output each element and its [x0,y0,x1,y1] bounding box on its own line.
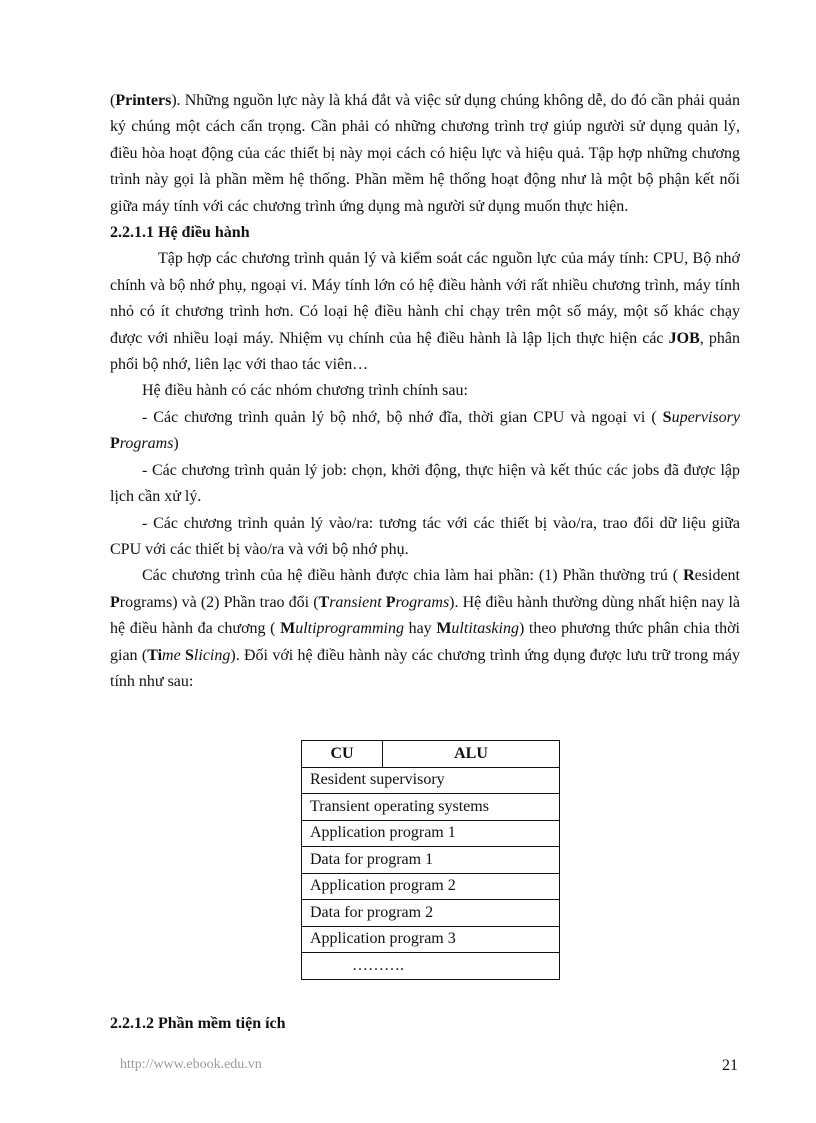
table-header-cu: CU [302,741,383,768]
table-row: ………. [302,953,560,980]
table-row: Resident supervisory [302,767,560,794]
table-header-alu: ALU [383,741,560,768]
table-header-row [302,741,560,768]
table-row: Data for program 2 [302,900,560,927]
list-item-2: - Các chương trình quản lý job: chọn, khởi động, thực hiện và kết thúc các jobs đã được lập lịch cần xử lý. [110,461,740,506]
footer-url: http://www.ebook.edu.vn [120,1057,262,1072]
table-row: Transient operating systems [302,794,560,821]
table-row: Application program 2 [302,873,560,900]
os-parts-paragraph: Các chương trình của hệ điều hành được chia làm hai phần: (1) Phần thường trú ( Resident Programs) và (2) Phần trao đổi (Transient Programs). Hệ điều hành thường dùng nhất hiện nay là hệ điều hành đa chương ( Multiprogramming hay Multitasking) theo phương thức phân chia thời gian (Time Slicing). Đối với hệ điều hành này các chương trình ứng dụng được lưu trữ trong máy tính như sau: [110,567,741,690]
memory-layout-table [301,740,560,980]
list-item-3: - Các chương trình quản lý vào/ra: tương tác với các thiết bị vào/ra, trao đổi dữ liệu giữa CPU với các thiết bị vào/ra và với bộ nhớ phụ. [110,514,740,558]
groups-intro: Hệ điều hành có các nhóm chương trình chính sau: [142,382,468,400]
page-number: 21 [722,1057,738,1074]
section-heading-utilities: 2.2.1.2 Phần mềm tiện ích [110,1015,286,1032]
table-row: Application program 3 [302,926,560,953]
page-body [110,88,741,1032]
list-item-1: - Các chương trình quản lý bộ nhớ, bộ nhớ đĩa, thời gian CPU và ngoại vi ( Supervisory Programs) [110,408,740,453]
section-heading-os: 2.2.1.1 Hệ điều hành [110,224,250,242]
table-row: Data for program 1 [302,847,560,874]
intro-paragraph: (Printers). Những nguồn lực này là khá đắt và việc sử dụng chúng không dễ, do đó cần phải quản ký chúng một cách cẩn trọng. Cần phải có những chương trình trợ giúp người sử dụng quản lý, điều hòa hoạt động của các thiết bị này mọi cách có hiệu lực và hiệu quả. Tập hợp những chương trình này gọi là phần mềm hệ thống. Phần mềm hệ thống hoạt động như là một bộ phận kết nối giữa máy tính với các chương trình ứng dụng mà người sử dụng muốn thực hiện. [110,92,740,215]
table-row: Application program 1 [302,820,560,847]
printers-bold: Printers [115,92,172,109]
os-paragraph: Tập hợp các chương trình quản lý và kiểm soát các nguồn lực của máy tính: CPU, Bộ nhớ chính và bộ nhớ phụ, ngoại vi. Máy tính lớn có hệ điều hành với rất nhiều chương trình, máy tính nhỏ có ít chương trình hơn. Có loại hệ điều hành chỉ chạy trên một số máy, một số khác chạy được với nhiều loại máy. Nhiệm vụ chính của hệ điều hành là lập lịch thực hiện các JOB, phân phối bộ nhớ, liên lạc với thao tác viên… [110,250,740,374]
